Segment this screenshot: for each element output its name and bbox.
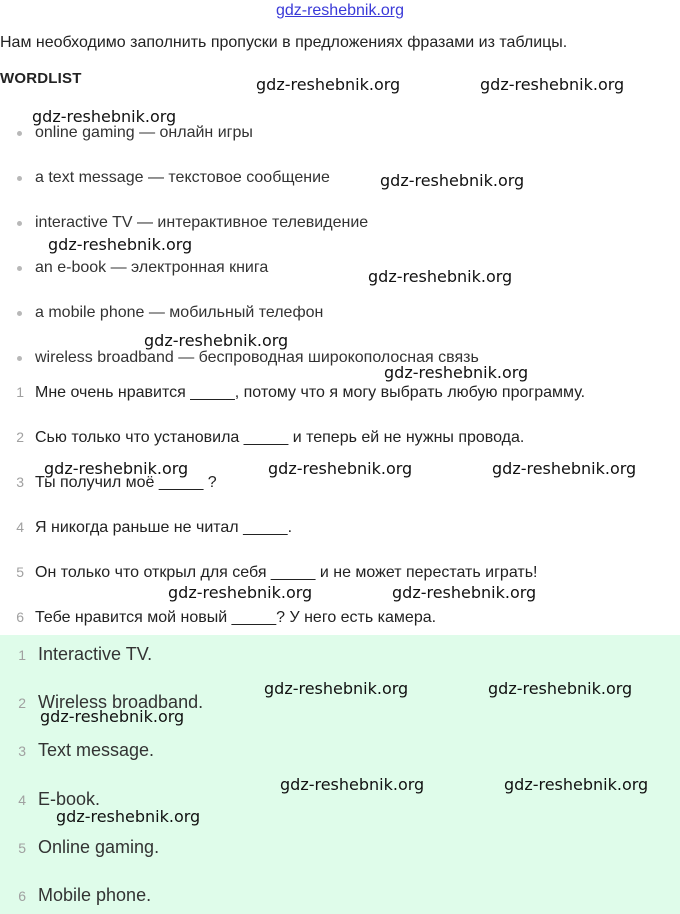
watermark: gdz-reshebnik.org [368,267,513,286]
watermark: gdz-reshebnik.org [40,707,185,726]
answer-number: 4 [18,792,26,808]
watermark: gdz-reshebnik.org [384,363,529,382]
watermark: gdz-reshebnik.org [44,459,189,478]
answer-number: 6 [18,888,26,904]
task-text: Я никогда раньше не читал _____. [35,519,293,536]
answer-item [0,885,151,906]
wordlist-item-text: online gaming — онлайн игры [35,124,253,141]
answer-text: E-book. [38,789,101,809]
task-text: Ты получил моё _____ ? [35,474,217,491]
watermark: gdz-reshebnik.org [144,331,289,350]
task-number: 5 [16,564,24,580]
answer-text: Wireless broadband. [38,692,204,712]
task-item [0,609,436,627]
wordlist-item-text: a mobile phone — мобильный телефон [35,304,324,321]
watermark: gdz-reshebnik.org [32,107,177,126]
task-number: 2 [16,429,24,445]
answer-item [0,837,159,858]
wordlist-item [0,214,368,232]
task-text: Тебе нравится мой новый _____? У него есть камера. [35,609,437,626]
wordlist-item-text: a text message — текстовое сообщение [35,169,330,186]
bullet-icon [17,356,22,361]
task-number: 6 [16,609,24,625]
watermark: gdz-reshebnik.org [256,75,401,94]
answer-text: Online gaming. [38,837,160,857]
bullet-icon [17,131,22,136]
watermark: gdz-reshebnik.org [380,171,525,190]
bullet-icon [17,221,22,226]
task-number: 3 [16,474,24,490]
intro-text: Нам необходимо заполнить пропуски в предложениях фразами из таблицы. [0,34,568,51]
watermark: gdz-reshebnik.org [280,775,425,794]
watermark: gdz-reshebnik.org [504,775,649,794]
wordlist-item-text: interactive TV — интерактивное телевидение [35,214,369,231]
task-item [0,384,585,402]
task-text: Сью только что установила _____ и теперь ей не нужны провода. [35,429,525,446]
watermark: gdz-reshebnik.org [48,235,193,254]
answer-number: 3 [18,743,26,759]
watermark: gdz-reshebnik.org [56,807,201,826]
answer-number: 1 [18,647,26,663]
bullet-icon [17,176,22,181]
wordlist-item-text: an e-book — электронная книга [35,259,269,276]
task-item [0,429,524,447]
answer-text: Text message. [38,740,155,760]
watermark: gdz-reshebnik.org [480,75,625,94]
wordlist-item [0,259,268,277]
task-number: 1 [16,384,24,400]
task-item [0,564,537,582]
watermark: gdz-reshebnik.org [168,583,313,602]
answer-item [0,644,152,665]
task-item [0,519,292,537]
watermark: gdz-reshebnik.org [492,459,637,478]
answer-number: 5 [18,840,26,856]
watermark: gdz-reshebnik.org [392,583,537,602]
answer-item [0,740,154,761]
wordlist-item [0,124,253,142]
watermark: gdz-reshebnik.org [488,679,633,698]
site-link[interactable]: gdz-reshebnik.org [275,2,405,19]
wordlist-item [0,304,323,322]
wordlist-item-text: wireless broadband — беспроводная широкополосная связь [35,349,479,366]
task-number: 4 [16,519,24,535]
answer-text: Mobile phone. [38,885,152,905]
bullet-icon [17,266,22,271]
watermark: gdz-reshebnik.org [268,459,413,478]
bullet-icon [17,311,22,316]
task-text: Он только что открыл для себя _____ и не может перестать играть! [35,564,538,581]
answer-text: Interactive TV. [38,644,153,664]
answer-number: 2 [18,695,26,711]
task-text: Мне очень нравится _____, потому что я могу выбрать любую программу. [35,384,586,401]
wordlist-item [0,169,330,187]
wordlist-heading: WORDLIST [0,70,82,87]
watermark: gdz-reshebnik.org [264,679,409,698]
